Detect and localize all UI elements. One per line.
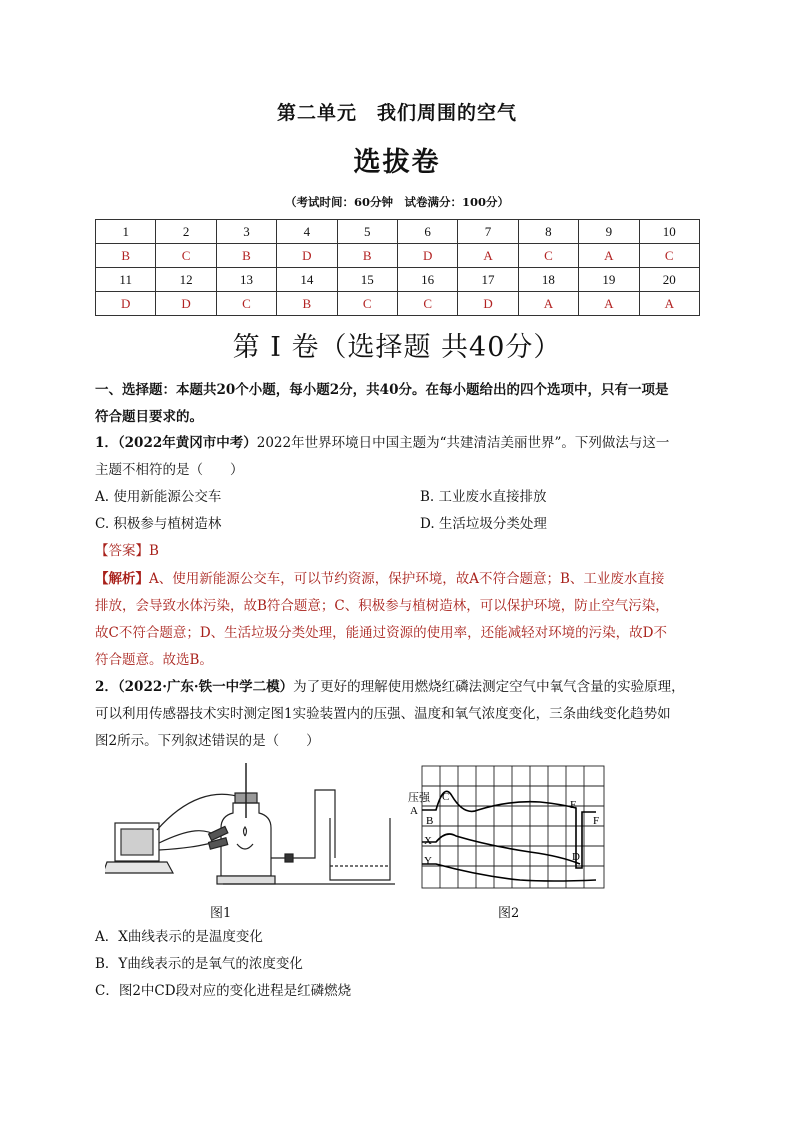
fig2-label-a: A <box>410 805 418 817</box>
fig2-label-e: E <box>570 799 577 811</box>
answer-table-answer-row <box>96 292 700 316</box>
bottle-stand <box>217 876 275 884</box>
answer-cell: D <box>277 244 337 268</box>
answer-cell: C <box>518 244 578 268</box>
q1-answer: 【答案】B <box>95 543 159 559</box>
q2-stem-line1 <box>95 674 701 701</box>
fig2-label-b: B <box>426 815 434 827</box>
y-curve <box>422 864 596 881</box>
section-instruction-line1: 一、选择题：本题共20个小题，每小题2分，共40分。在每小题给出的四个选项中，只有一项是 <box>95 382 669 398</box>
q1-analysis-line4: 符合题意。故选B。 <box>95 652 213 668</box>
fig2-label-f: F <box>593 815 600 827</box>
flame-icon <box>244 827 247 836</box>
sensor-cable-2 <box>159 831 217 843</box>
q1-stem-text: 2022年世界环境日中国主题为“共建清洁美丽世界”。下列做法与这一 <box>256 435 670 451</box>
answer-cell: C <box>337 292 397 316</box>
fig2-label-pressure: 压强 <box>408 792 430 804</box>
question-number-cell: 4 <box>277 220 337 244</box>
combustion-spoon <box>237 844 253 849</box>
beaker <box>330 818 390 880</box>
question-number-cell: 15 <box>337 268 397 292</box>
sensor-cable-1 <box>157 794 243 830</box>
answer-cell: B <box>96 244 156 268</box>
answer-cell: A <box>579 292 639 316</box>
question-number-cell: 3 <box>216 220 276 244</box>
q1-option-c: C. 积极参与植树造林 <box>95 516 222 532</box>
figure2-curves <box>400 760 610 892</box>
q1-analysis-text: A、使用新能源公交车，可以节约资源，保护环境，故A不符合题意；B、工业废水直接 <box>149 571 665 587</box>
question-number-cell: 18 <box>518 268 578 292</box>
unit-title: 第二单元 我们周围的空气 <box>276 102 517 124</box>
exam-info: （考试时间：60分钟 试卷满分：100分） <box>284 195 509 209</box>
x-curve <box>422 834 580 864</box>
fig2-label-y: Y <box>424 855 432 867</box>
answer-cell: C <box>397 292 457 316</box>
answer-cell: B <box>337 244 397 268</box>
answer-cell: A <box>518 292 578 316</box>
question-number-cell: 1 <box>96 220 156 244</box>
answer-cell: A <box>458 244 518 268</box>
question-number-cell: 14 <box>277 268 337 292</box>
laptop-display <box>121 829 153 855</box>
q1-analysis-line3: 故C不符合题意；D、生活垃圾分类处理，能通过资源的使用率，还能减轻对环境的污染，故D不 <box>95 625 667 641</box>
q1-analysis-line1 <box>95 566 701 593</box>
q1-analysis-label: 【解析】 <box>95 571 149 587</box>
answer-cell: D <box>96 292 156 316</box>
exam-title: 选拔卷 <box>353 147 441 178</box>
answer-cell: C <box>216 292 276 316</box>
q2-option-a: A．X曲线表示的是温度变化 <box>95 929 263 945</box>
q2-stem-line3: 图2所示。下列叙述错误的是（ ） <box>95 733 320 749</box>
question-number-cell: 6 <box>397 220 457 244</box>
q1-option-b: B. 工业废水直接排放 <box>420 489 547 505</box>
question-number-cell: 11 <box>96 268 156 292</box>
figure1-caption: 图1 <box>210 906 232 921</box>
answer-cell: B <box>216 244 276 268</box>
question-number-cell: 13 <box>216 268 276 292</box>
q2-option-b: B．Y曲线表示的是氧气的浓度变化 <box>95 956 303 972</box>
q2-source: （2022·广东·铁一中学二模） <box>117 679 294 695</box>
q2-number: 2． <box>95 679 118 695</box>
question-number-cell: 19 <box>579 268 639 292</box>
part-title: 第 I 卷（选择题 共40分） <box>232 332 562 363</box>
section-instruction-line2: 符合题目要求的。 <box>95 409 203 425</box>
question-number-cell: 7 <box>458 220 518 244</box>
answer-table-answer-row <box>96 244 700 268</box>
answer-table-number-row <box>96 220 700 244</box>
question-number-cell: 20 <box>639 268 699 292</box>
answer-cell: D <box>397 244 457 268</box>
answer-cell: C <box>156 244 216 268</box>
fig2-label-x: X <box>424 835 432 847</box>
q1-source: （2022年黄冈市中考） <box>117 435 257 451</box>
answer-cell: A <box>639 292 699 316</box>
figure2-caption: 图2 <box>498 906 520 921</box>
answer-cell: D <box>156 292 216 316</box>
q1-stem-line2: 主题不相符的是（ ） <box>95 462 244 478</box>
answer-cell: A <box>579 244 639 268</box>
q1-analysis-line2: 排放，会导致水体污染，故B符合题意；C、积极参与植树造林，可以保护环境，防止空气污染， <box>95 598 669 614</box>
answer-cell: D <box>458 292 518 316</box>
answer-cell: B <box>277 292 337 316</box>
q1-option-a: A. 使用新能源公交车 <box>95 489 222 505</box>
answer-table <box>95 219 700 316</box>
question-number-cell: 12 <box>156 268 216 292</box>
question-number-cell: 5 <box>337 220 397 244</box>
q1-option-d: D. 生活垃圾分类处理 <box>420 516 547 532</box>
fig2-label-d: D <box>572 851 580 863</box>
delivery-tube <box>271 790 335 858</box>
tube-clamp <box>285 854 293 862</box>
question-number-cell: 8 <box>518 220 578 244</box>
q1-stem-line1 <box>95 430 701 457</box>
question-number-cell: 10 <box>639 220 699 244</box>
answer-table-number-row <box>96 268 700 292</box>
answer-cell: C <box>639 244 699 268</box>
question-number-cell: 2 <box>156 220 216 244</box>
q2-stem-line2: 可以利用传感器技术实时测定图1实验装置内的压强、温度和氧气浓度变化，三条曲线变化趋势如 <box>95 706 671 722</box>
q2-option-c: C．图2中CD段对应的变化进程是红磷燃烧 <box>95 983 352 999</box>
question-number-cell: 9 <box>579 220 639 244</box>
q2-stem-text: 为了更好的理解使用燃烧红磷法测定空气中氧气含量的实验原理， <box>293 679 685 695</box>
question-number-cell: 16 <box>397 268 457 292</box>
question-number-cell: 17 <box>458 268 518 292</box>
fig2-label-c: C <box>442 791 450 803</box>
figure1-apparatus <box>105 758 405 893</box>
laptop-base <box>105 862 173 873</box>
q1-number: 1． <box>95 435 118 451</box>
